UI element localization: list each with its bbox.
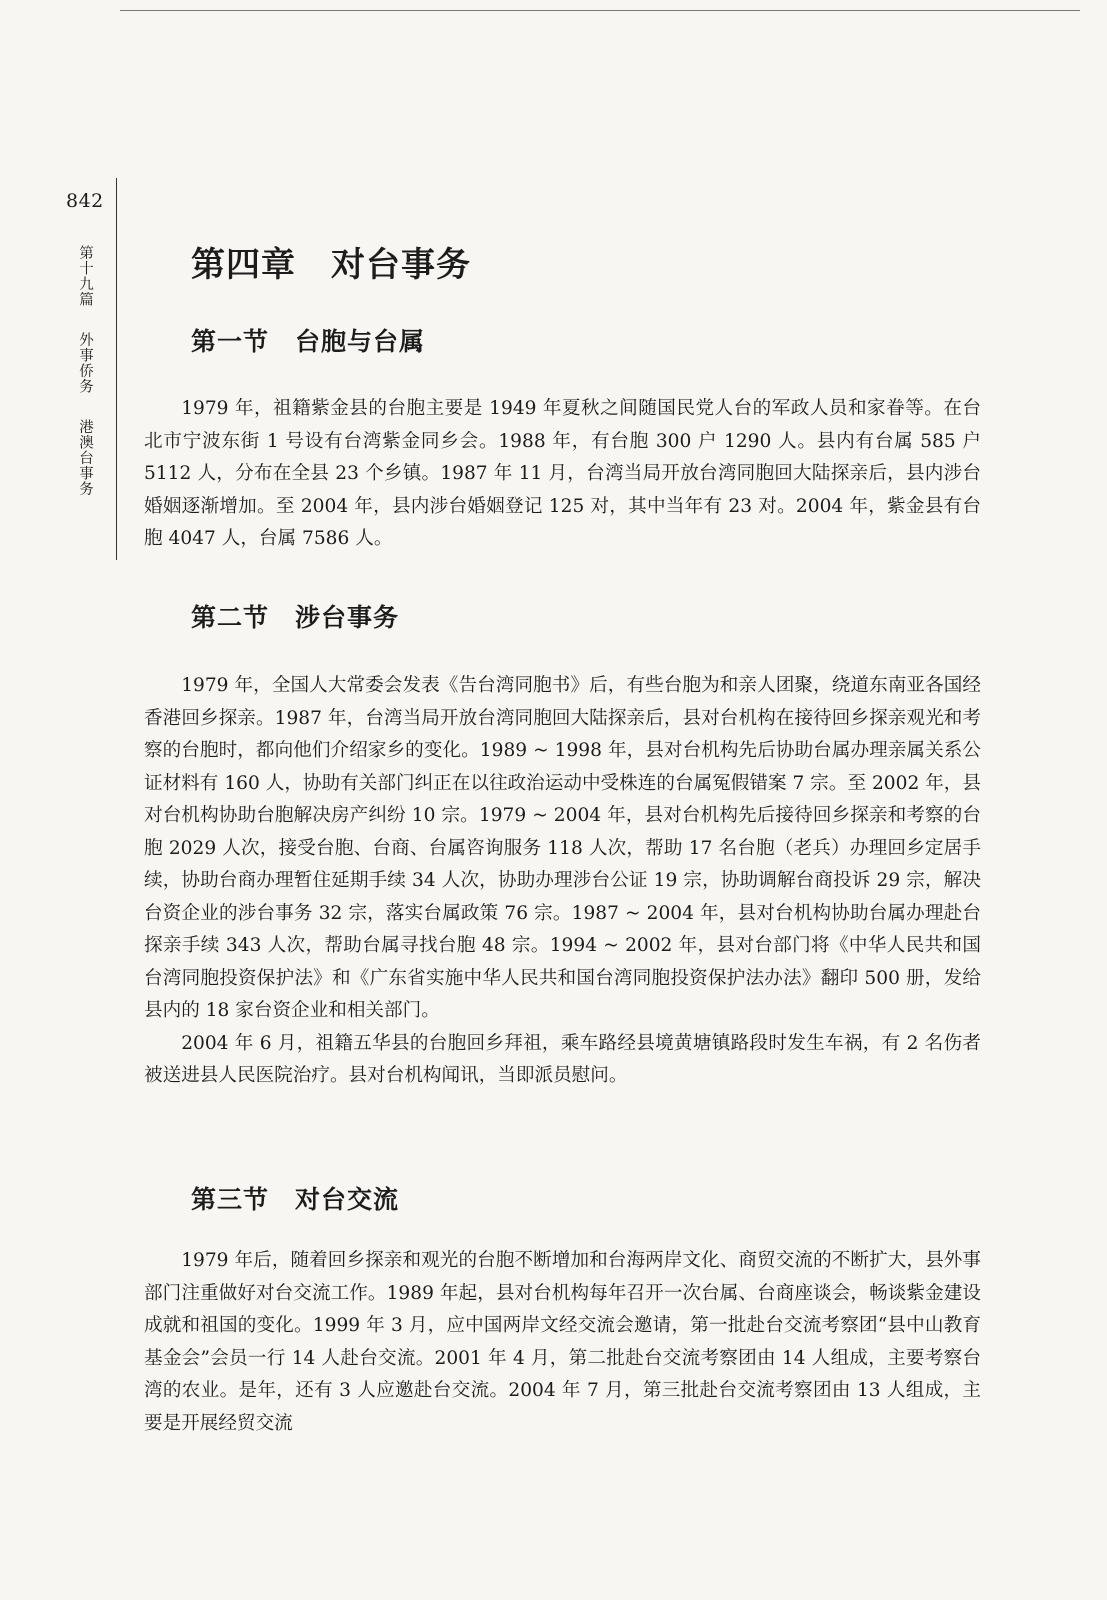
paragraph: 1979 年，祖籍紫金县的台胞主要是 1949 年夏秋之间随国民党人台的军政人员和家眷等。在台北市宁波东街 1 号设有台湾紫金同乡会。1988 年，有台胞 300 户 1290 人。县内有台属 585 户 5112 人，分布在全县 23 个乡镇。1987 年 11 月，台湾当局开放台湾同胞回大陆探亲后，县内涉台婚姻逐渐增加。至 2004 年，县内涉台婚姻登记 125 对，其中当年有 23 对。2004 年，紫金县有台胞 4047 人，台属 7586 人。: [144, 398, 981, 549]
page-number: 842: [66, 190, 104, 212]
margin-rule: [116, 178, 117, 560]
running-header-part-title: 外事侨务: [77, 332, 93, 394]
running-header-chapter: 港澳台事务: [77, 419, 93, 497]
section-2-body: [144, 670, 981, 1093]
running-header-part: 第十九篇: [77, 245, 93, 307]
section-title-1: 第一节 台胞与台属: [191, 327, 426, 356]
paragraph: 1979 年后，随着回乡探亲和观光的台胞不断增加和台海两岸文化、商贸交流的不断扩大，县外事部门注重做好对台交流工作。1989 年起，县对台机构每年召开一次台属、台商座谈会，畅谈紫金建设成就和祖国的变化。1999 年 3 月，应中国两岸文经交流会邀请，第一批赴台交流考察团“县中山教育基金会”会员一行 14 人赴台交流。2001 年 4 月，第二批赴台交流考察团由 14 人组成，主要考察台湾的农业。是年，还有 3 人应邀赴台交流。2004 年 7 月，第三批赴台交流考察团由 13 人组成，主要是开展经贸交流: [144, 1250, 981, 1434]
top-rule: [120, 10, 1080, 11]
section-title-2: 第二节 涉台事务: [191, 603, 400, 632]
chapter-title: 第四章 对台事务: [191, 245, 471, 285]
paragraph: 2004 年 6 月，祖籍五华县的台胞回乡拜祖，乘车路经县境黄塘镇路段时发生车祸，有 2 名伤者被送进县人民医院治疗。县对台机构闻讯，当即派员慰问。: [144, 1032, 981, 1086]
section-1-body: [144, 393, 981, 556]
running-header: [74, 245, 96, 497]
section-title-3: 第三节 对台交流: [191, 1185, 400, 1214]
section-3-body: [144, 1245, 981, 1440]
paragraph: 1979 年，全国人大常委会发表《告台湾同胞书》后，有些台胞为和亲人团聚，绕道东南亚各国经香港回乡探亲。1987 年，台湾当局开放台湾同胞回大陆探亲后，县对台机构在接待回乡探亲观光和考察的台胞时，都向他们介绍家乡的变化。1989 ~ 1998 年，县对台机构先后协助台属办理亲属关系公证材料有 160 人，协助有关部门纠正在以往政治运动中受株连的台属冤假错案 7 宗。至 2002 年，县对台机构协助台胞解决房产纠纷 10 宗。1979 ~ 2004 年，县对台机构先后接待回乡探亲和考察的台胞 2029 人次，接受台胞、台商、台属咨询服务 118 人次，帮助 17 名台胞（老兵）办理回乡定居手续，协助台商办理暂住延期手续 34 人次，协助办理涉台公证 19 宗，协助调解台商投诉 29 宗，解决台资企业的涉台事务 32 宗，落实台属政策 76 宗。1987 ~ 2004 年，县对台机构协助台属办理赴台探亲手续 343 人次，帮助台属寻找台胞 48 宗。1994 ~ 2002 年，县对台部门将《中华人民共和国台湾同胞投资保护法》和《广东省实施中华人民共和国台湾同胞投资保护法办法》翻印 500 册，发给县内的 18 家台资企业和相关部门。: [144, 675, 981, 1021]
